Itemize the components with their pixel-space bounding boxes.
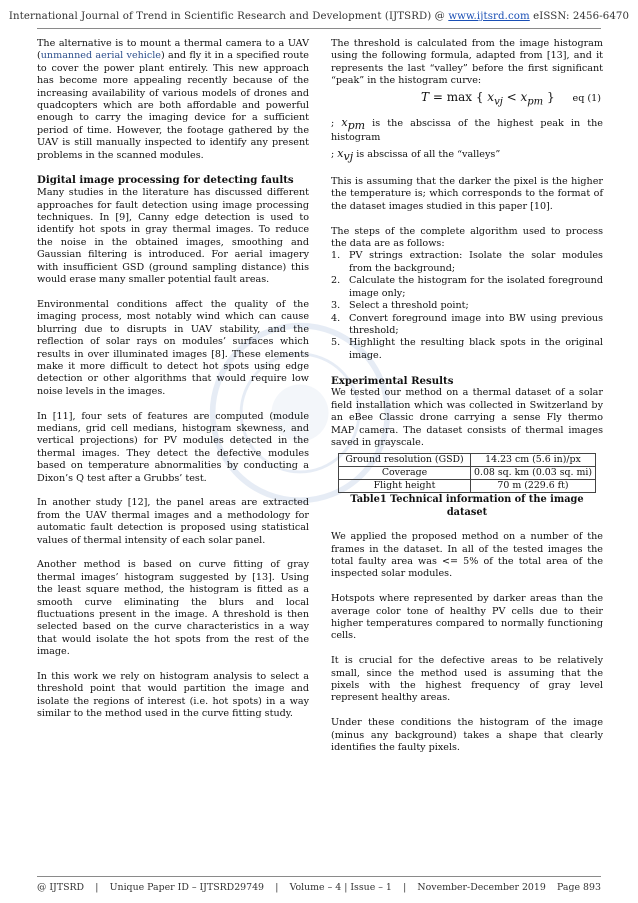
list-item: 1. PV strings extraction: Isolate the solar modules from the background; [331, 250, 603, 274]
paragraph: The alternative is to mount a thermal camera to a UAV (unmanned aerial vehicle) and fly it in a specified route to cover the power plant entirely. This new approach has become more appealing recently because of the increasing availability of various models of drones and quadcopters which are both affordable and powerful enough to carry the imaging device for a sufficient period of time. However, the footage gathered by the UAV is still manually inspected to identify any present problems in the scanned modules. [37, 38, 309, 161]
footer-date: November-December 2019 [417, 882, 546, 893]
paragraph: In [11], four sets of features are computed (module medians, grid cell medians, histogram skewness, and vertical projections) for PV modules detected in the thermal images. They detect the defective modules based on temperature abnormalities by conducting a Dixon’s Q test after a Grubbs’ test. [37, 410, 309, 484]
definition-xpm: ; $x_{pm}$ is the abscissa of the highest peak in the histogram [331, 115, 603, 143]
list-item: 5. Highlight the resulting black spots in the original image. [331, 337, 603, 361]
list-item: 4. Convert foreground image into BW using previous threshold; [331, 312, 603, 336]
section-heading-fault-detection: Digital image processing for detecting faults [37, 174, 294, 187]
paragraph: In another study [12], the panel areas are extracted from the UAV thermal images and a methodology for automatic fault detection is proposed using statistical values of thermal intensity of each solar panel. [37, 497, 309, 546]
algorithm-steps-list [331, 250, 603, 362]
paragraph: This is assuming that the darker the pixel is the higher the temperature is; which corresponds to the format of the dataset images studied in this paper [10]. [331, 176, 603, 212]
footer-divider [37, 876, 601, 877]
paragraph: Many studies in the literature has discussed different approaches for fault detection using image processing techniques. In [9], Canny edge detection is used to identify hot spots in gray thermal images. To reduce the noise in the obtained images, smoothing and Gaussian filtering is introduced. For aerial imagery with insufficient GSD (ground sampling distance) this would erase many smaller potential fault areas. [37, 187, 309, 286]
paragraph: We tested our method on a thermal dataset of a solar field installation which was collected in Switzerland by an eBee Classic drone carrying a sense Fly thermo MAP camera. The dataset consists of thermal images saved in grayscale. [331, 387, 603, 448]
header-divider [37, 28, 601, 29]
left-column [37, 38, 309, 733]
paragraph: We applied the proposed method on a number of the frames in the dataset. In all of the tested images the total faulty area was <= 5% of the total area of the inspected solar modules. [331, 531, 603, 580]
table-row [339, 467, 596, 480]
running-header [0, 11, 638, 22]
issn: eISSN: 2456-6470 [529, 11, 630, 22]
table-cell-value: 14.23 cm (5.6 in)/px [471, 454, 596, 467]
technical-info-table [338, 453, 596, 493]
equation-number: eq (1) [572, 92, 601, 104]
table-cell-value: 70 m (229.6 ft) [471, 480, 596, 493]
paragraph: Another method is based on curve fitting of gray thermal images’ histogram suggested by [13]. Using the least square method, the histogram is fitted as a smooth curve eliminating the blurs and local fluctuations present in the image. A threshold is then selected based on the curve characteristics in a way that would isolate the hot spots from the rest of the image. [37, 559, 309, 658]
definition-xvj: ; $x_{vj}$ is abscissa of all the “valleys” [331, 147, 501, 164]
paragraph: The steps of the complete algorithm used to process the data are as follows: [331, 225, 603, 250]
paragraph: Environmental conditions affect the quality of the imaging process, most notably wind which can cause blurring due to disrupts in UAV stability, and the reflection of solar rays on modules’ surfaces which results in over illuminated images [8]. These elements make it more difficult to detect hot spots using edge detection or other algorithms that would require low noise levels in the images. [37, 298, 309, 397]
table-cell-label: Ground resolution (GSD) [339, 454, 471, 467]
list-item: 3. Select a threshold point; [331, 300, 469, 312]
journal-url-link[interactable]: www.ijtsrd.com [448, 11, 530, 22]
uav-term: unmanned aerial vehicle [40, 50, 161, 62]
section-heading-experimental-results: Experimental Results [331, 374, 454, 387]
footer-separator: | [275, 882, 279, 893]
journal-name: International Journal of Trend in Scientific Research and Development (IJTSRD) @ [8, 11, 449, 22]
paragraph: In this work we rely on histogram analysis to select a threshold point that would partition the image and isolate the regions of interest (i.e. hot spots) in a way similar to the method used in the curve fitting study. [37, 671, 309, 720]
paragraph: The threshold is calculated from the image histogram using the following formula, adapted from [13], and it represents the last “valley” before the first significant “peak” in the histogram curve: [331, 38, 603, 87]
list-item: 2. Calculate the histogram for the isolated foreground image only; [331, 275, 603, 299]
footer-journal: @ IJTSRD [37, 882, 85, 893]
paragraph: Under these conditions the histogram of the image (minus any background) takes a shape that clearly identifies the faulty pixels. [331, 717, 603, 754]
table-cell-label: Flight height [339, 480, 471, 493]
threshold-formula: T = max { $x_{vj} < x_{pm}$ } [421, 89, 555, 108]
footer-volume: Volume – 4 | Issue – 1 [289, 882, 392, 893]
footer-separator: | [403, 882, 407, 893]
right-column [331, 38, 603, 767]
table-cell-label: Coverage [339, 467, 471, 480]
paragraph: Hotspots where represented by darker areas than the average color tone of healthy PV cells due to their higher temperatures compared to normally functioning cells. [331, 593, 603, 642]
table-row [339, 454, 596, 467]
running-footer [37, 882, 601, 893]
equation-1 [331, 89, 603, 111]
footer-page-number: Page 893 [557, 882, 601, 893]
footer-paper-id: Unique Paper ID – IJTSRD29749 [109, 882, 265, 893]
paragraph: It is crucial for the defective areas to be relatively small, since the method used is assuming that the pixels with the highest frequency of gray level represent healthy areas. [331, 655, 603, 704]
table-cell-value: 0.08 sq. km (0.03 sq. mi) [471, 467, 596, 480]
table-caption: Table1 Technical information of the image dataset [350, 494, 584, 518]
footer-separator: | [95, 882, 99, 893]
table-row [339, 480, 596, 493]
